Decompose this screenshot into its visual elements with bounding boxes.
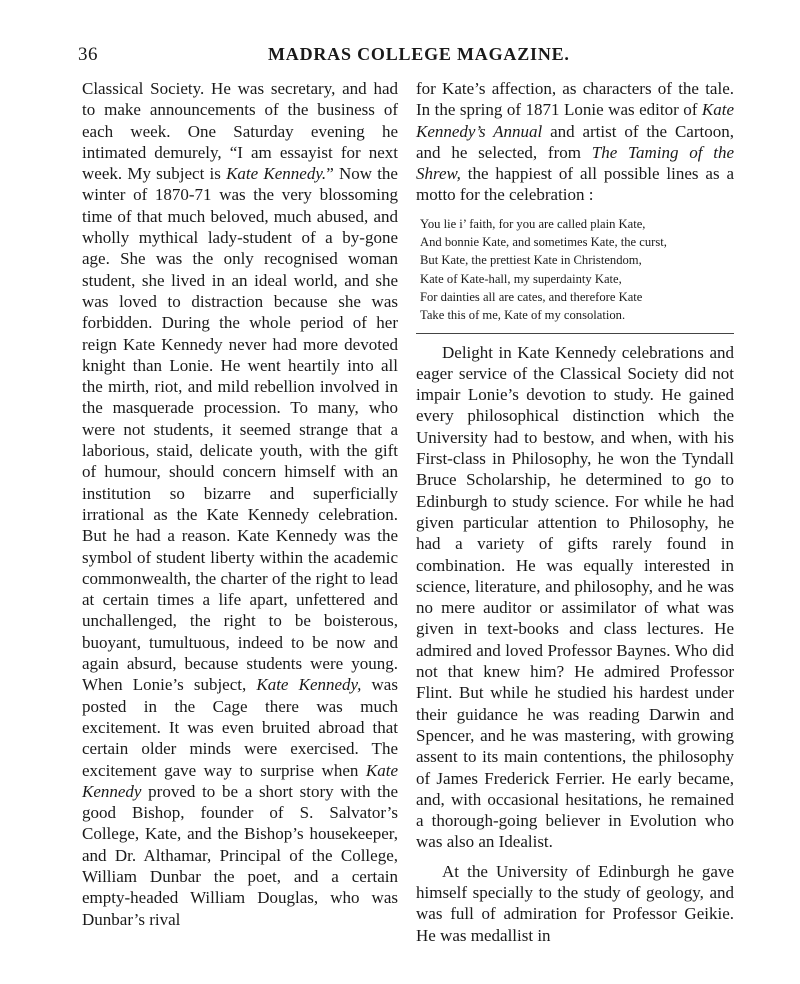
right-paragraph bbox=[416, 78, 734, 206]
quote-line: But Kate, the prettiest Kate in Christendom, bbox=[420, 253, 642, 268]
motto-quote bbox=[420, 215, 734, 325]
left-paragraph bbox=[82, 78, 398, 930]
quote-line: Take this of me, Kate of my consolation. bbox=[420, 308, 626, 323]
right-paragraph: Delight in Kate Kennedy celebrations and eager service of the Classical Society did not impair Lonie’s devotion to study. He gained every philosophical distinction which the University had to bestow, and when, with his First-class in Philosophy, he won the Tyndall Bruce Scholarship, he determined to go to Edinburgh to study science. For while he had given particular attention to Philosophy, he had a variety of gifts rarely found in combination. He was equally interested in science, literature, and philosophy, and he was no mere auditor or assimilator of what was given in text-books and class lectures. He admired and loved Professor Baynes. Who did not that knew him? He admired Professor Flint. But while he studied his hardest under their guidance he was reading Darwin and Spencer, and he was mastering, with growing assent to its main contentions, the philosophy of James Frederick Ferrier. He early became, and, with occasional hesitations, he remained a thorough-going believer in Evolution who was also an Idealist. bbox=[416, 342, 734, 852]
divider-rule bbox=[416, 333, 734, 334]
quote-line: You lie i’ faith, for you are called plain Kate, bbox=[420, 216, 646, 231]
annual-title: Kate Kennedy’s Annual bbox=[416, 100, 734, 141]
left-text-d: proved to be a short story with the good Bishop, founder of S. Salvator’s College, Kate, and the Bishop’s housekeeper, and Dr. Althamar, Principal of the College, William Dunbar the poet, and a certain empty-headed William Douglas, who was Dunbar’s rival bbox=[82, 781, 398, 929]
left-text-c: was posted in the Cage there was much excitement. It was even bruited abroad that certain older minds were exercised. The excitement gave way to surprise when bbox=[82, 675, 398, 780]
right-text-b: and artist of the Cartoon, and he selected, from bbox=[416, 121, 734, 162]
right-column bbox=[416, 78, 734, 946]
essay-title: Kate Kennedy bbox=[82, 760, 398, 801]
page-number: 36 bbox=[78, 44, 98, 65]
left-text-b: ” Now the winter of 1870-71 was the very blossoming time of that much beloved, much abused, and wholly mythical lady-student of a by-gone age. She was the only recognised woman student, she lived in an ideal world, and she was loved to distraction because she was forbidden. During the whole period of her reign Kate Kennedy never had more devoted knight than Lonie. He went heartily into all the mirth, riot, and mild rebellion involved in the masquerade procession. To many, who were not students, it seemed strange that a laborious, staid, delicate youth, with the gift of humour, should concern himself with an institution so bizarre and superficially irrational as the Kate Kennedy celebration. But he had a reason. Kate Kennedy was the symbol of student liberty within the academic commonwealth, the charter of the right to lead at certain times a life apart, unfettered and unchallenged, the right to be boisterous, buoyant, tumultuous, indeed to be now and again absurd, because students were young. When Lonie’s subject, bbox=[82, 164, 398, 695]
essay-title: Kate Kennedy, bbox=[256, 675, 362, 695]
left-text-a: Classical Society. He was secretary, and had to make announcements of the business of each week. One Saturday evening he intimated demurely, “I am essayist for next week. My subject is bbox=[82, 79, 398, 184]
quote-line: For dainties all are cates, and therefore Kate bbox=[420, 289, 643, 304]
right-text-c: the happiest of all possible lines as a motto for the celebration : bbox=[416, 164, 734, 205]
play-title: The Taming of the Shrew, bbox=[416, 142, 734, 184]
quote-line: Kate of Kate-hall, my superdainty Kate, bbox=[420, 271, 622, 286]
running-head: MADRAS COLLEGE MAGAZINE. bbox=[268, 44, 570, 64]
essay-title: Kate Kennedy. bbox=[226, 164, 327, 184]
quote-line: And bonnie Kate, and sometimes Kate, the curst, bbox=[420, 235, 667, 250]
right-paragraph: At the University of Edinburgh he gave himself specially to the study of geology, and was full of admiration for Professor Geikie. He was medallist in bbox=[416, 861, 734, 945]
left-column bbox=[82, 78, 398, 930]
right-text-a: for Kate’s affection, as characters of the tale. In the spring of 1871 Lonie was editor of bbox=[416, 79, 734, 120]
